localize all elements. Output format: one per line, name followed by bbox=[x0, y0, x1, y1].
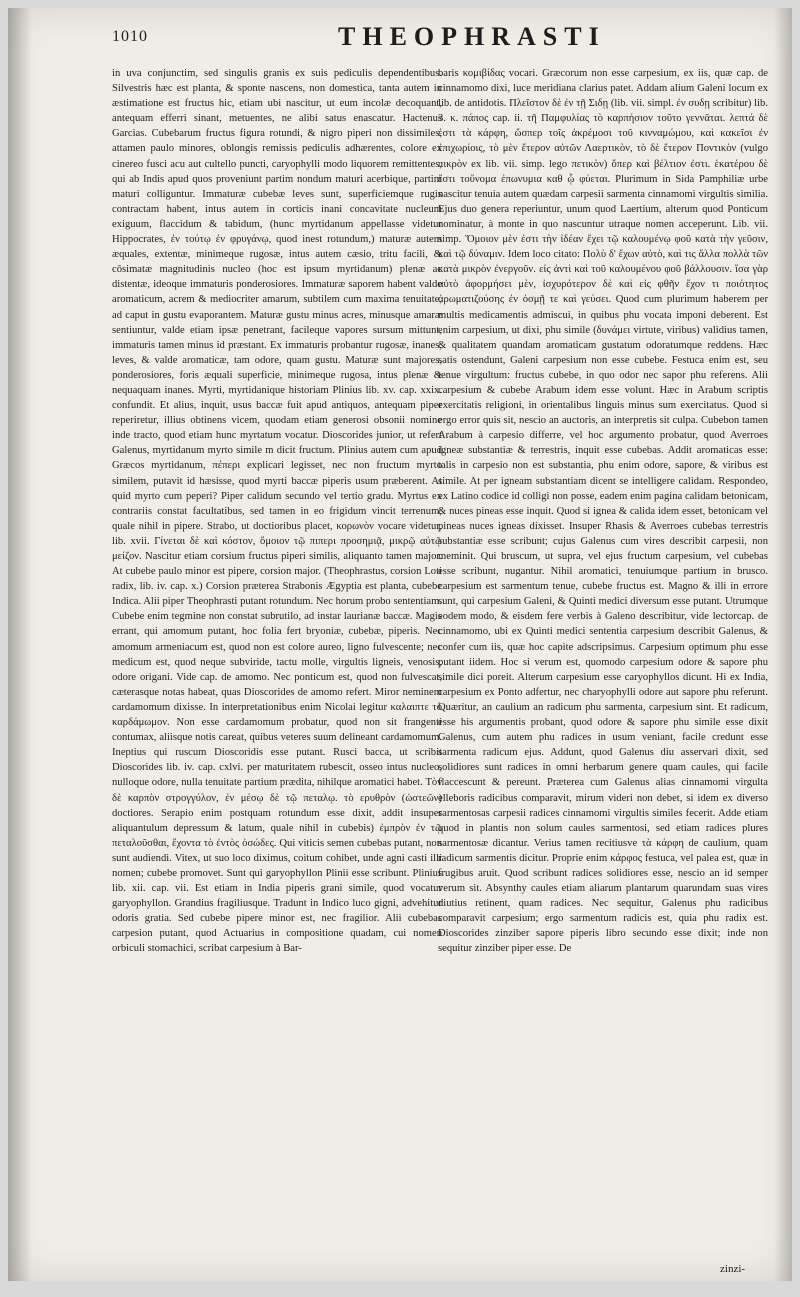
catchword: zinzi- bbox=[720, 1263, 746, 1275]
edge-shadow bbox=[774, 8, 792, 1281]
right-column-text: baris κομιβίδας vocari. Græcorum non esse carpesium, ex iis, quæ cap. de cinnamomo dixi, luce meridiana clarius patet. Addam alium Galeni locum ex lib. de antidotis. Πλεῖστον δὲ ἐν τῇ Σιδῃ (lib. vii. simpl. ἐν συδῃ scribitur) lib. 3. κ. πάπος cap. ii. τῆ Παμφυλίας τὸ καρπήσιον τοῦτο γεννᾶται. λεπτά δὲ ἐστι τὰ κάρφη, ὥσπερ τοῖς ἀκρέμοσι τοῦ κινναμώμου, καὶ κακεῖσι ἐν ἐπιχωρίοις, τὸ μὲν ἕτερον αὐτῶν Λαερτικὸν, τὸ δὲ ἕτερον Ποντικὸν (vulgo πικρὸν ex lib. vii. simp. lego πετικὸν) ὅπερ καὶ βέλτιον ἐστι. ἑκατέρου δὲ ἔστι τοὔνομα ἐπωνυμια καθ ᾧ φύεται. Plurimum in Sida Pamphiliæ urbe nascitur tenuia autem quædam carpesii sarmenta cinnamomi virgultis similia. Ejus duo genera reperiuntur, unum quod Laertium, alterum quod Ponticum nominatur, à monte in quo nascuntur utraque nomen acceperunt. Lib. vii. simp. Ὅμοιον μὲν ἐστι τὴν ἰδέαν ἔχει τῷ καλουμένῳ φοῦ κατὰ τὴν γεῦσιν, καὶ τῷ δύναμιν. Idem loco citato: Πολὺ δ' ἔχων αὐτὸ, καὶ τις ἄλλα πολλὰ τῶν κατὰ μικρὸν ἐνεργοῦν. εἰς ἀντὶ καὶ τοῦ καλουμένου φοῦ βάλλουσιν. ἴσα γὰρ αὐτὸ ἀφορμήσει μὲν, ἰσχυρότερον δὲ καὶ εἰς φθῆν ἔχον τι ποιότητος ἀρωματιζούσης ἐν ὀσμῇ τε καὶ γεύσει. Quod cum plurimum haberem per multis medicamentis admiscui, in quibus phu vocata imponi deberent. Est enim carpesium, ut dixi, phu simile (δυνάμει virtute, viribus) validius tamen, & qualitatem quandam aromaticam gustatum odoratumque reddens. Hæc satis ostendunt, Galeni carpesium non esse cubebe. Festuca enim est, seu tenue virgultum: fructus cubebe, in quo odor nec sapor phu referens. Alii carpesium & cubebe Arabum idem esse volunt. Hæc in Arabum scriptis exercitatis religioni, in orientalibus linguis minus sum exercitatus. Quod si ergo error quis sit, nescio an auctoris, an interpretis sit culpa. Cubebon tamen Arabum à carpesio differre, vel hoc argumento probatur, quod Averroes igneæ substantiæ & terrestris, inquit esse cubebas. Addit aromaticas esse: talis in carpesio non est substantia, phu enim odore, sapore, & viribus est simile. At per igneam substantiam dicent se intelligere calidam. Respondeo, ex Latino codice id colligi non posse, eadem enim pagina calidam betonicam, & nuces pineas esse inquit. Quod si ignea & calida idem esset, betonicam vel pineas nuces igneas dixisset. Insuper Rhasis & Averroes cubebas terrestris substantiæ esse scribunt; cujus Galenus cum vires describit carpesii, non meminit. Qui bruscum, ut supra, vel ejus fructum carpesium, vel cubebas esse scribunt, nugantur. Nihil aromatici, tenuiumque partium in brusco. carpesium est sarmentum tenue, cubebe fructus est. Magno & illi in errore sunt, qui carpesium Galeni, & Quinti medici diversum esse putant. Utrumque eodem modo, & eisdem fere verbis à Galeno describitur, vide lectorcap. de cinnamomo, ubi ex Quinti medici sententia carpesium describit Galenus, & confer cum iis, quæ hoc capite adscripsimus. Carpesium optimum phu esse putant iidem. Hoc si verum est, quomodo carpesium odore & sapore phu simile dici poreit. Alterum carpesium esse caryophyllos dicunt. Hi ex India, carpesium ex Ponto adfertur, nec charyophylli odore aut sapore phu referunt. Quæritur, an caulium an radicum phu sarmenta, carpesium sint. Et radicum, esse his argumentis probant, quod odore & sapore phu simile esse dixit Galenus, cum autem phu radices in usum veniant, facile credunt esse sarmenta radicum ejus. Addunt, quod Galenus diu asservari dixit, sed solidiores sunt radices in omni herbarum genere quam caules, qui facile flaccescunt & pereunt. Præterea cum Galenus alias cinnamomi virgulta elleboris radicibus comparavit, mirum videri non debet, si idem ex diverso sarmentosas carpesii radices cinnamomi virgultis similes fecerit. Adde etiam quod in plantis non solum caules sarmentosi, sed etiam radices plures sarmentosæ dicantur. Verius tamen recitiusve τὰ κάρφη de caulium, quam radicum sarmentis dicitur. Proprie enim κάρφος festuca, vel palea est, quæ in frugibus aruit. Quod scribunt radices solidiores esse, nescio an id semper verum sit. Absynthy caules etiam aliarum plantarum quarundam suas vires diutius retinent, quam radices. Nec sequitur, Galenus phu radicibus comparavit carpesium; ergo sarmentum radicis est, quia phu radix est. Dioscorides zinziber sapore piperis libro secundo esse dixit; inde non sequitur zinziber piper esse. De bbox=[438, 68, 768, 955]
left-column bbox=[112, 66, 442, 957]
page-number: 1010 bbox=[112, 28, 148, 45]
running-head: THEOPHRASTI bbox=[338, 22, 606, 51]
gutter-shadow bbox=[8, 8, 32, 1281]
right-column bbox=[438, 66, 768, 957]
book-page bbox=[8, 8, 792, 1281]
left-column-text: in uva conjunctim, sed singulis granis ex suis pediculis dependentibus. Silvestris hæc est planta, & sponte nascens, non domestica, tanta autem in æstimatione est fructus hic, etiam ubi nascitur, ut eum incolæ decoquant, antequam efferri sinant, metuentes, ne alibi satus enascatur. Hactenus Garcias. Cubebarum fructus figura rotundi, & nigro piperi non dissimiles, attamen paulo minores, oblongis remissis pediculis adhærentes, colore ex cinereo fusci acu aut cultello puncti, caryophylli modo liquorem remittentes, qui ab Indis apud quos proveniunt partim nondum maturi acerbique, partim maturi colliguntur. Immaturæ cubebæ leves sunt, superficiemque rugis contractam habent, intus autem in corticis inani concavitate nucleum exiguum, flaccidum & tabidum, (hunc myrtidanum appellasse videtur Hippocrates, ἐν τούτῳ ἐν φρυγάνῳ, quod inest rotundum,) maturæ autem æquales, extentæ, minimeque rugosæ, intus autem cæsio, tritu facili, & cōsimatæ magnitudinis nucleo (hoc est ipsum myrtidanum) plenæ ac distentæ, ideoque immaturis ponderosiores. Immaturæ saporem habent valde aromaticum, acrem & mediocriter amarum, subtilem cum maxima tenuitate, ad caput in gustu evaporantem. Maturæ gustu minus acres, minusque amaræ sentiuntur, valde etiam ipsæ penetrant, facileque vapores sursum mittunt, immaturis tamen minus id præstant. Ex immaturis probantur rugosæ, inanes, leves, & valde aromaticæ, tam odore, quam gustu. Maturæ sunt majores, ponderosiores, foris æquali superficie, minimeque rugosa, intus plenæ & nequaquam inanes. Myrti, myrtidanique historiam Plinius lib. xv. cap. xxix. confundit. Et alius, inquit, usus baccæ fuit apud antiquos, antequam piper reperiretur, illius obtinens vicem, quodam etiam generosi obsonii nomine inde tracto, quod etiam hunc myrtatum vocatur. Dioscorides junior, ut refert Galenus, myrtidanum myrto simile m dicit fructum. Plinius autem cum apud Græcos myrtidanum, πέπερι explicari legisset, nec non fructum myrto similem, putavit id hæsisse, quod myrti baccæ piperis usum præberent. At quid myrto cum peperi? Piper calidum secundo vel tertio gradu. Myrtus ex contrariis constat facultatibus, sed tamen in eo frigidum vincit terrenum, quale nihil in pipere. Strabo, ut doctioribus placet, κορωνὸν vocare videtur, lib. xvii. Γίνεται δὲ καὶ κόστον, ὅμοιον τῷ πιπερι προσημιᾷ, μικρῷ αὐτῷ μείζον. Nascitur etiam corsium fructus piperi similis, aliquanto tamen major. At cubebe paulo minor est pipere, corsion major. (Theophrastus, corsion Loti radix, lib. iv. cap. x.) Corsion præterea Strabonis Ægyptia est planta, cubebe Indica. Alii piper Theophrasti putant rotundum. Nec horum probo sententiam. Cubebe enim tegmine non constat subrutilo, ad instar laurianæ baccæ. Magis errant, qui amomum putant, hoc folia fert bryoniæ, cubebæ, piperis. Nec amomum armeniacum est, quod non est colore aureo, ligno fulvescente; nec medicum est, quod neque subviride, tactu molle, virgultis ligneis, venosis, odore origani. Vide cap. de amomo. Nec ponticum est, quod non fulvescat, cæterasque notas habeat, quas Dioscorides de amomo refert. Miror neminem cardamomum dixisse. In interpretationibus enim Nicolai legitur καλαιπτε τὸ καρδάμωμον. Non esse cardamomum probatur, quod non sit frangenti contumax, aliisque notis careat, quibus veteres suum delineant cardamomum. Ineptius qui ruscum Dioscoridis esse putant. Rusci bacca, ut scribit Dioscorides lib. iv. cap. cxlvi. per maturitatem rubescit, osseo intus nucleo, nulloque odore, nulla tenuitate partium prædita, nihilque aromatici habet. Τὸν δὲ καρπὸν στρογγύλον, ἐν μέσῳ δὲ τῷ πεταλῳ. τὸ ερυθρὸν (ὠστεῶν) doctiores. Serapio enim postquam rotundum esse dixit, addit insuper aliquantulum depressum & latum, quale nihil in cubebis) ἐμπρὸν ἐν τῷ πεταλοῦσθαι, ἔχοντα τὸ ἐντὸς ὀσώδες. Qui viticis semen cubebas putant, non sunt audiendi. Vitex, ut suo loco diximus, coitum cohibet, unde agni casti illi nomen; cubebe promovet. Sunt qui garyophyllon Plinii esse scribunt. Plinius lib. xii. cap. vii. Est etiam in India piperis grani simile, quod vocatur garyophyllon. Grandius fragiliusque. Tradunt in Indico luco gigni, advehitur odoris gratia. Sed cubebe pipere minor est, nec fragilior. Alii cubebas carpesion putant, quod Actuarius in compositione quadam, cui nomen orbiculi stomachici, scribat carpesium à Bar- bbox=[112, 68, 442, 955]
